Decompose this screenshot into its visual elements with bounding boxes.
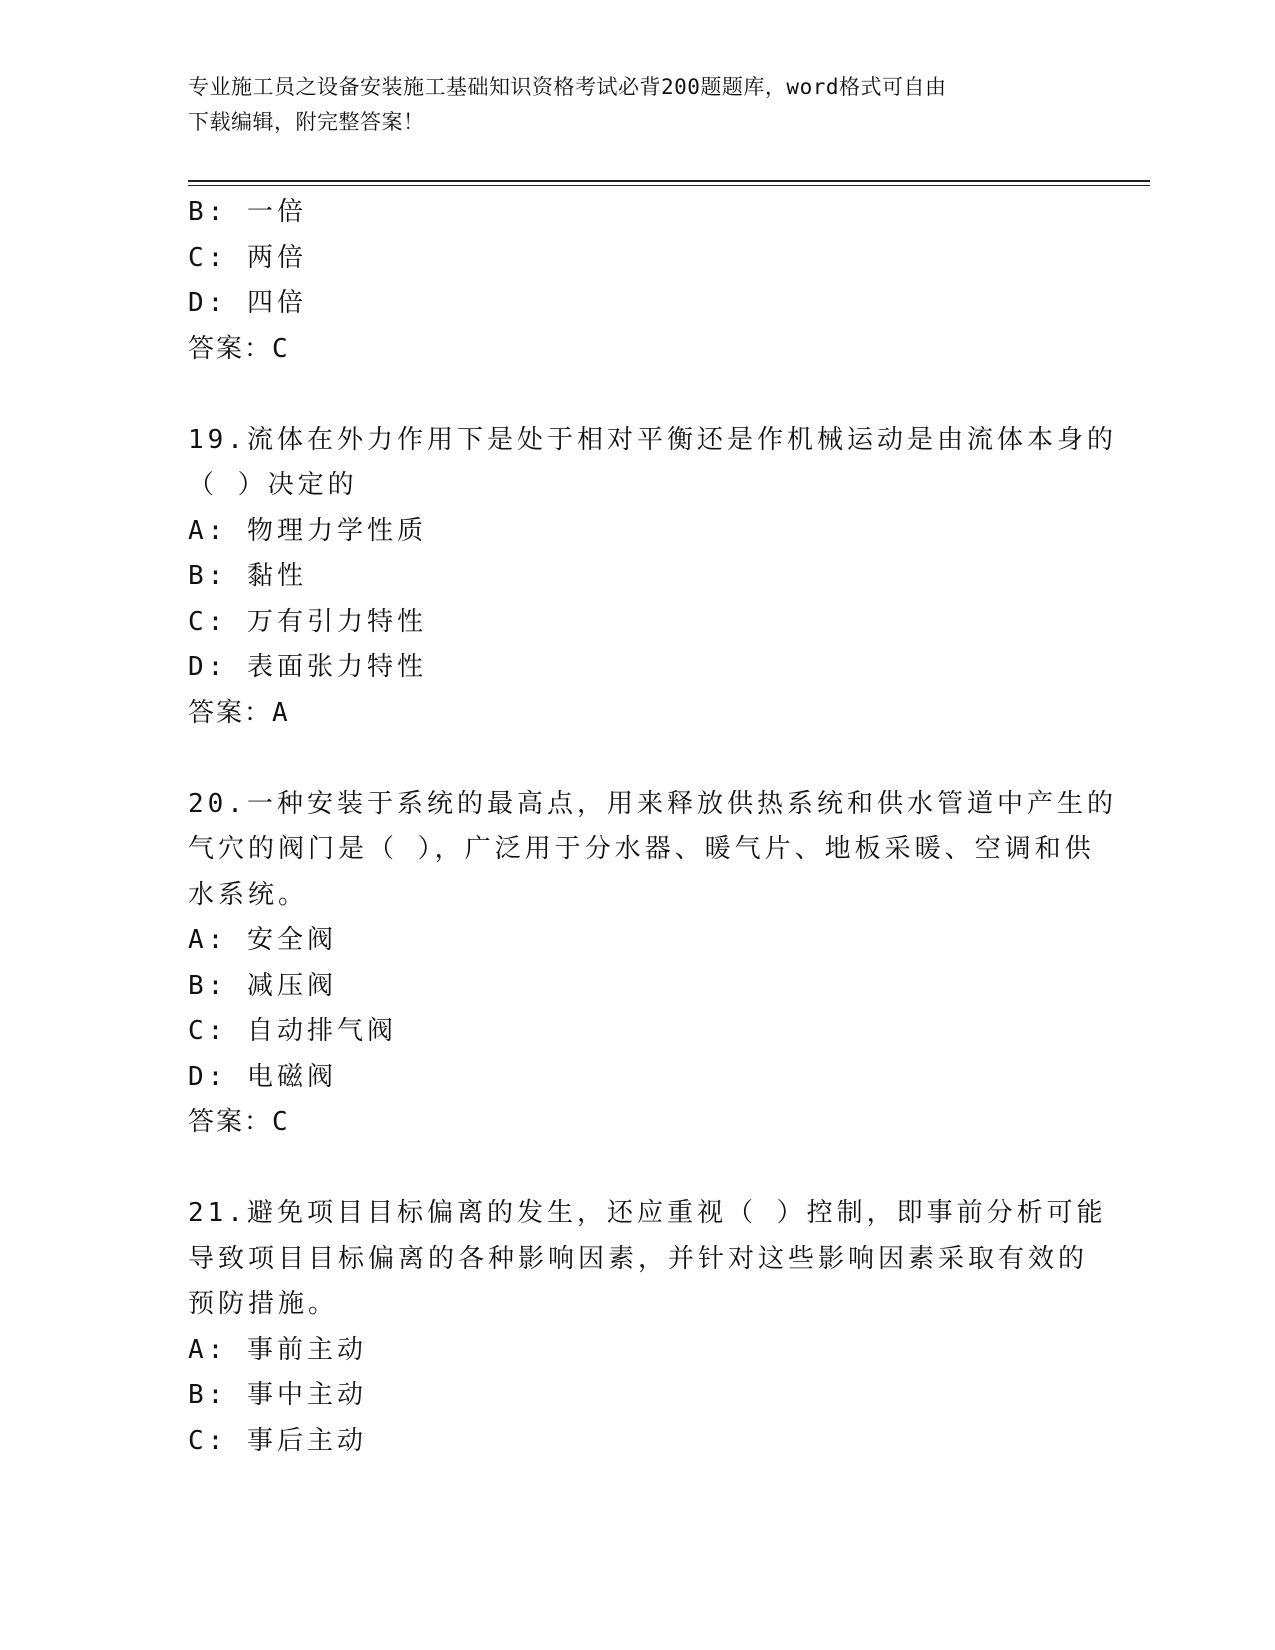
option-d: D: 电磁阀 <box>188 1061 337 1092</box>
option-b: B: 黏性 <box>188 561 307 591</box>
question-21-text-3: 预防措施。 <box>188 1289 339 1319</box>
question-19-text-1: 19.流体在外力作用下是处于相对平衡还是作机械运动是由流体本身的 <box>188 424 1117 455</box>
option-b: B: 事中主动 <box>188 1380 367 1410</box>
option-c: C: 万有引力特性 <box>188 606 427 637</box>
option-c: C: 两倍 <box>188 242 307 273</box>
option-d: D: 四倍 <box>188 288 307 318</box>
answer: 答案：A <box>188 697 290 728</box>
header-divider <box>188 180 1150 182</box>
question-20-text-1: 20.一种安装于系统的最高点，用来释放供热系统和供水管道中产生的 <box>188 788 1117 819</box>
header-line-1: 专业施工员之设备安装施工基础知识资格考试必背200题题库，word格式可自由 <box>188 75 947 99</box>
question-content <box>188 190 1117 1464</box>
option-b: B: 一倍 <box>188 197 307 227</box>
answer: 答案：C <box>188 1107 290 1137</box>
option-a: A: 安全阀 <box>188 925 337 955</box>
answer: 答案：C <box>188 333 290 364</box>
document-header <box>188 70 1068 140</box>
question-21-text-1: 21.避免项目目标偏离的发生，还应重视（ ）控制，即事前分析可能 <box>188 1198 1107 1228</box>
option-a: A: 事前主动 <box>188 1334 367 1365</box>
header-divider-thin <box>188 185 1150 186</box>
option-c: C: 事后主动 <box>188 1425 367 1456</box>
question-20-text-3: 水系统。 <box>188 879 309 910</box>
question-21-text-2: 导致项目目标偏离的各种影响因素，并针对这些影响因素采取有效的 <box>188 1243 1089 1274</box>
option-a: A: 物理力学性质 <box>188 515 427 546</box>
option-c: C: 自动排气阀 <box>188 1016 397 1046</box>
question-20-text-2: 气穴的阀门是（ ），广泛用于分水器、暖气片、地板采暖、空调和供 <box>188 834 1095 864</box>
header-line-2: 下载编辑，附完整答案！ <box>188 110 425 134</box>
option-d: D: 表面张力特性 <box>188 652 427 682</box>
question-19-text-2: （ ）决定的 <box>188 470 358 500</box>
option-b: B: 减压阀 <box>188 970 337 1001</box>
